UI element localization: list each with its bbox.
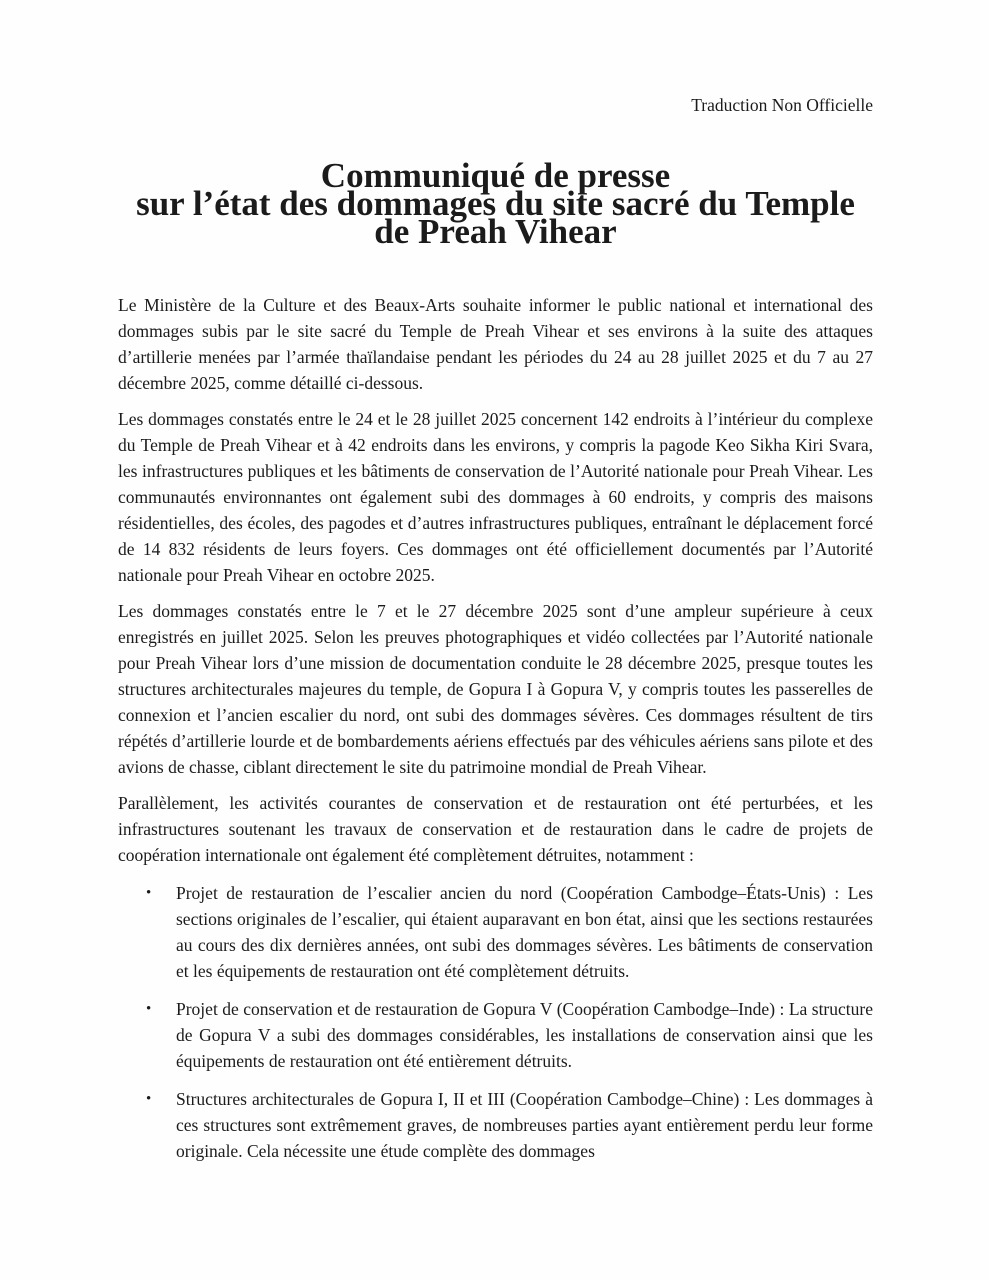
list-item	[118, 1086, 873, 1164]
paragraph-december-damages: Les dommages constatés entre le 7 et le 27 décembre 2025 sont d’une ampleur supérieure à ceux enregistrés en juillet 2025. Selon les preuves photographiques et vidéo collectées par l’Autorité nationale pour Preah Vihear lors d’une mission de documentation conduite le 28 décembre 2025, presque toutes les structures architecturales majeures du temple, de Gopura I à Gopura V, y compris toutes les passerelles de connexion et l’ancien escalier du nord, ont subi des dommages sévères. Ces dommages résultent de tirs répétés d’artillerie lourde et de bombardements aériens effectués par des véhicules aériens sans pilote et des avions de chasse, ciblant directement le site du patrimoine mondial de Preah Vihear.	[118, 601, 873, 777]
bullet-icon: •	[146, 1091, 152, 1107]
list-item-text: Structures architecturales de Gopura I, II et III (Coopération Cambodge–Chine) : Les dommages à ces structures sont extrêmement graves, de nombreuses parties ayant entièrement perdu leur forme originale. Cela nécessite une étude complète des dommages	[176, 1089, 873, 1161]
list-item-text: Projet de conservation et de restauration de Gopura V (Coopération Cambodge–Inde) : La structure de Gopura V a subi des dommages considérables, les installations de conservation ainsi que les équipements de restauration ont été entièrement détruits.	[176, 999, 873, 1071]
list-item	[118, 880, 873, 984]
header-note: Traduction Non Officielle	[691, 95, 873, 115]
document-title	[118, 156, 873, 251]
list-item-text: Projet de restauration de l’escalier ancien du nord (Coopération Cambodge–États-Unis) : Les sections originales de l’escalier, qui étaient auparavant en bon état, ainsi que les sections restaurées au cours des dix dernières années, ont subi des dommages sévères. Les bâtiments de conservation et les équipements de restauration ont été complètement détruits.	[176, 883, 873, 981]
bullet-icon: •	[146, 1001, 152, 1017]
document-title-line2: sur l’état des dommages du site sacré du Temple de Preah Vihear	[136, 184, 855, 251]
list-item	[118, 996, 873, 1074]
bullet-icon: •	[146, 885, 152, 901]
document-title-line1: Communiqué de presse	[320, 156, 671, 195]
damage-projects-list	[118, 880, 873, 1164]
paragraph-conservation-intro: Parallèlement, les activités courantes de conservation et de restauration ont été perturbées, et les infrastructures soutenant les travaux de conservation et de restauration dans le cadre de projets de coopération internationale ont également été complètement détruites, notamment :	[118, 793, 873, 865]
document-body	[118, 292, 873, 1164]
paragraph-july-damages: Les dommages constatés entre le 24 et le 28 juillet 2025 concernent 142 endroits à l’intérieur du complexe du Temple de Preah Vihear et à 42 endroits dans les environs, y compris la pagode Keo Sikha Kiri Svara, les infrastructures publiques et les bâtiments de conservation de l’Autorité nationale pour Preah Vihear. Les communautés environnantes ont également subi des dommages à 60 endroits, y compris des maisons résidentielles, des écoles, des pagodes et d’autres infrastructures publiques, entraînant le déplacement forcé de 14 832 résidents de leurs foyers. Ces dommages ont été officiellement documentés par l’Autorité nationale pour Preah Vihear en octobre 2025.	[118, 409, 873, 585]
paragraph-intro: Le Ministère de la Culture et des Beaux-Arts souhaite informer le public national et international des dommages subis par le site sacré du Temple de Preah Vihear et ses environs à la suite des attaques d’artillerie menées par l’armée thaïlandaise pendant les périodes du 24 au 28 juillet 2025 et du 7 au 27 décembre 2025, comme détaillé ci-dessous.	[118, 295, 873, 393]
